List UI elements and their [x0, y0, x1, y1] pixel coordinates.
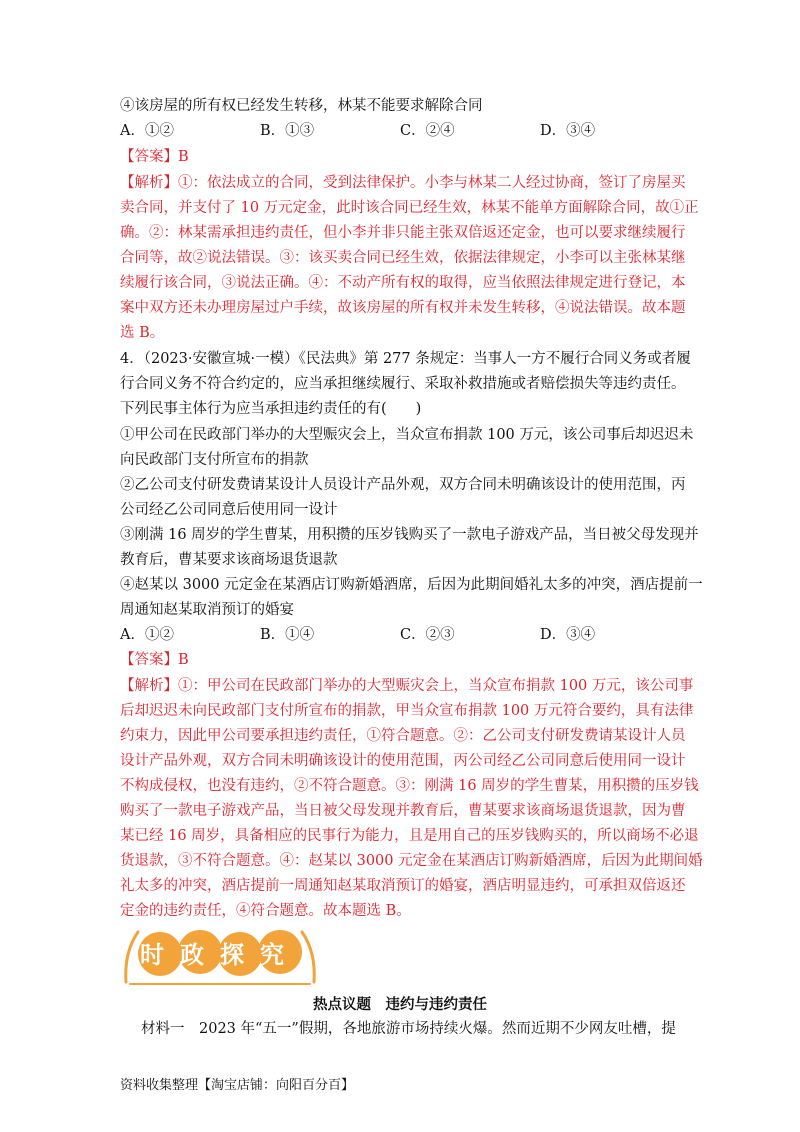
topic-title: 热点议题 违约与违约责任: [313, 996, 487, 1013]
q3-choice-b: B．①③: [260, 123, 315, 139]
q4-analysis-line: 后却迟迟未向民政部门支付所宣布的捐款，甲当众宣布捐款 100 万元符合要约，具有法律: [120, 703, 694, 719]
q4-answer: 【答案】B: [120, 652, 189, 668]
q4-option-line: ②乙公司支付研发费请某设计人员设计产品外观，双方合同未明确该设计的使用范围，丙: [120, 477, 686, 493]
q4-analysis-line: 定金的违约责任，④符合题意。故本题选 B。: [120, 903, 411, 919]
q3-option-4: ④该房屋的所有权已经发生转移，林某不能要求解除合同: [120, 98, 483, 114]
section-logo-graphic: [120, 922, 320, 990]
q4-option-line: ①甲公司在民政部门举办的大型赈灾会上，当众宣布捐款 100 万元，该公司事后却迟迟未: [120, 427, 694, 443]
q4-option-line: ③刚满 16 周岁的学生曹某，用积攒的压岁钱购买了一款电子游戏产品，当日被父母发现并: [120, 527, 699, 543]
q3-choice-a: A．①②: [120, 123, 174, 139]
q4-analysis-line: 某已经 16 周岁，具备相应的民事行为能力，且是用自己的压岁钱购买的，所以商场不必退: [120, 828, 699, 844]
q4-option-line: ④赵某以 3000 元定金在某酒店订购新婚酒席，后因为此期间婚礼太多的冲突，酒店提前一: [120, 577, 703, 593]
q4-option-line: 公司经乙公司同意后使用同一设计: [120, 502, 338, 518]
q4-option-line: 向民政部门支付所宣布的捐款: [120, 452, 309, 468]
q3-choice-c: C．②④: [400, 123, 455, 139]
q3-analysis-line: 案中双方还未办理房屋过户手续，故该房屋的所有权并未发生转移，④说法错误。故本题: [120, 300, 686, 316]
section-logo: [120, 922, 320, 990]
q4-option-line: 教育后，曹某要求该商场退货退款: [120, 552, 338, 568]
q4-analysis-line: 货退款，③不符合题意。④：赵某以 3000 元定金在某酒店订购新婚酒席，后因为此期间婚: [120, 853, 703, 869]
q3-analysis-line: 续履行该合同，③说法正确。④：不动产所有权的取得，应当依照法律规定进行登记，本: [120, 275, 686, 291]
q4-analysis-line: 礼太多的冲突，酒店提前一周通知赵某取消预订的婚宴，酒店明显违约，可承担双倍返还: [120, 878, 686, 894]
q4-analysis-line: 不构成侵权，也没有违约，②不符合题意。③：刚满 16 周岁的学生曹某，用积攒的压岁钱: [120, 778, 699, 794]
q4-choice-d: D．③④: [540, 627, 596, 643]
q4-stem-line: 4．（2023·安徽宣城·一模）《民法典》第 277 条规定：当事人一方不履行合同义务或者履: [120, 351, 691, 367]
q3-analysis-line: 卖合同，并支付了 10 万元定金，此时该合同已经生效，林某不能单方面解除合同，故①正: [120, 200, 699, 216]
q4-stem-line: 下列民事主体行为应当承担违约责任的有( ): [120, 401, 422, 417]
material-line: 材料一 2023 年“五一”假期，各地旅游市场持续火爆。然而近期不少网友吐槽，提: [112, 1021, 676, 1037]
q4-choice-b: B．①④: [260, 627, 315, 643]
q3-analysis-line: 选 B。: [120, 325, 165, 341]
section-logo-text: 时政探究: [140, 941, 300, 969]
q3-choice-d: D．③④: [540, 123, 596, 139]
q4-choice-c: C．②③: [400, 627, 455, 643]
q4-analysis-line: 购买了一款电子游戏产品，当日被父母发现并教育后，曹某要求该商场退货退款，因为曹: [120, 803, 686, 819]
q4-analysis-line: 【解析】①：甲公司在民政部门举办的大型赈灾会上，当众宣布捐款 100 万元，该公司事: [120, 678, 694, 694]
q4-analysis-line: 设计产品外观，双方合同未明确该设计的使用范围，丙公司经乙公司同意后使用同一设计: [120, 753, 686, 769]
q4-analysis-line: 约束力，因此甲公司要承担违约责任，①符合题意。②：乙公司支付研发费请某设计人员: [120, 728, 686, 744]
q4-option-line: 周通知赵某取消预订的婚宴: [120, 602, 294, 618]
q4-choice-a: A．①②: [120, 627, 174, 643]
q4-stem-line: 行合同义务不符合约定的，应当承担继续履行、采取补救措施或者赔偿损失等违约责任。: [120, 376, 686, 392]
q3-analysis-line: 合同等，故②说法错误。③：该买卖合同已经生效，依据法律规定，小李可以主张林某继: [120, 250, 686, 266]
q3-analysis-line: 确。②：林某需承担违约责任，但小李并非只能主张双倍返还定金，也可以要求继续履行: [120, 225, 686, 241]
q3-answer: 【答案】B: [120, 149, 189, 165]
page-footer: 资料收集整理【淘宝店铺：向阳百分百】: [120, 1078, 355, 1093]
q3-analysis-line: 【解析】①：依法成立的合同，受到法律保护。小李与林某二人经过协商，签订了房屋买: [120, 175, 686, 191]
